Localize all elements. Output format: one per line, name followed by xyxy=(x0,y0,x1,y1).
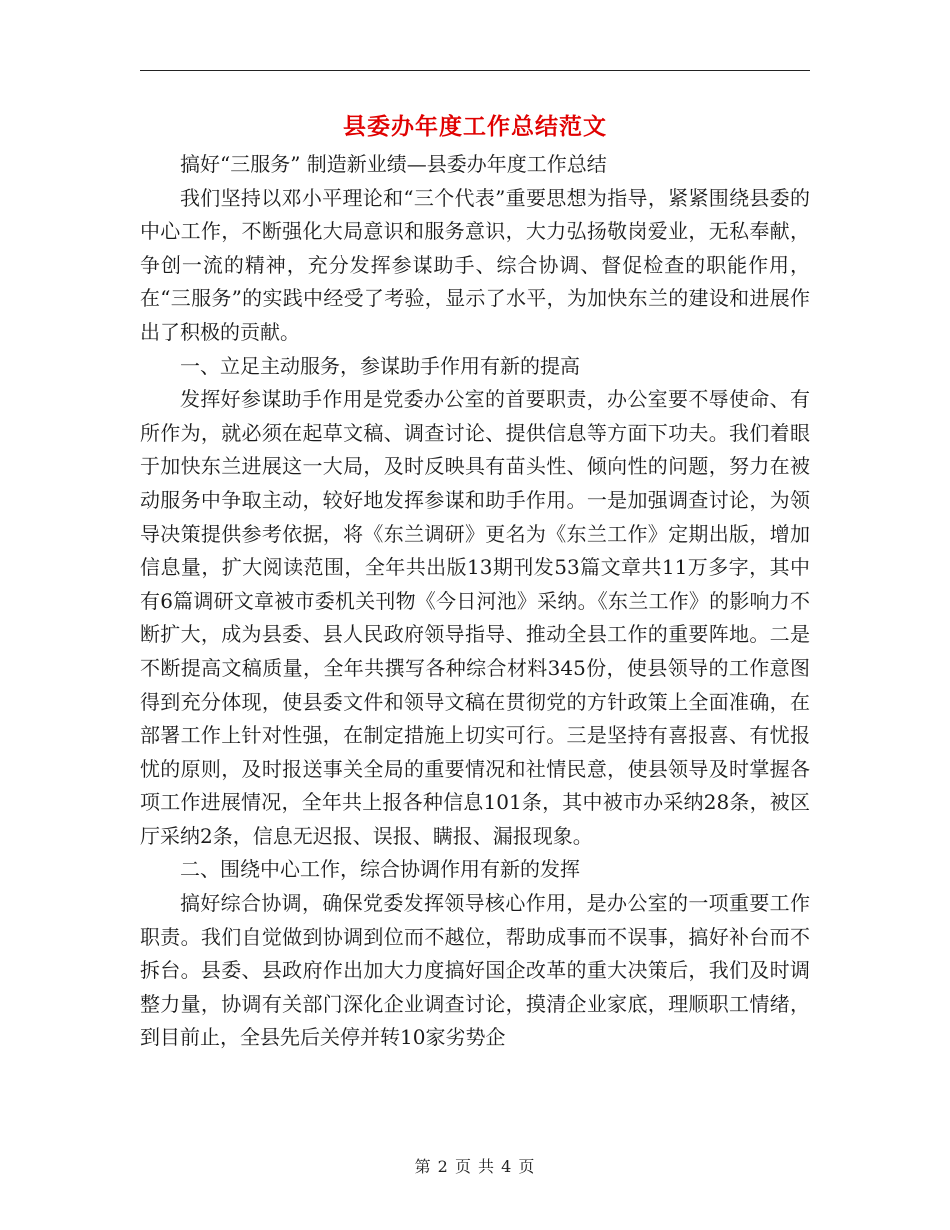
page-number-footer: 第 2 页 共 4 页 xyxy=(414,1157,536,1176)
section-1-paragraph: 发挥好参谋助手作用是党委办公室的首要职责，办公室要不辱使命、有所作为，就必须在起草文稿、调查讨论、提供信息等方面下功夫。我们着眼于加快东兰进展这一大局，及时反映具有苗头性、倾向性的问题，努力在被动服务中争取主动，较好地发挥参谋和助手作用。一是加强调查讨论，为领导决策提供参考依据，将《东兰调研》更名为《东兰工作》定期出版，增加信息量，扩大阅读范围，全年共出版13期刊发53篇文章共11万多字，其中有6篇调研文章被市委机关刊物《今日河池》采纳。《东兰工作》的影响力不断扩大，成为县委、县人民政府领导指导、推动全县工作的重要阵地。二是不断提高文稿质量，全年共撰写各种综合材料345份，使县领导的工作意图得到充分体现，使县委文件和领导文稿在贯彻党的方针政策上全面准确，在部署工作上针对性强，在制定措施上切实可行。三是坚持有喜报喜、有忧报忧的原则，及时报送事关全局的重要情况和社情民意，使县领导及时掌握各项工作进展情况，全年共上报各种信息101条，其中被市办采纳28条，被区厅采纳2条，信息无迟报、误报、瞒报、漏报现象。 xyxy=(140,387,810,848)
subtitle-paragraph: 搞好“三服务” 制造新业绩—县委办年度工作总结 xyxy=(180,152,607,176)
document-body xyxy=(140,148,810,1055)
section-heading-2: 二、围绕中心工作，综合协调作用有新的发挥 xyxy=(180,857,580,882)
header-rule xyxy=(140,70,810,71)
intro-paragraph: 我们坚持以邓小平理论和“三个代表”重要思想为指导，紧紧围绕县委的中心工作，不断强化大局意识和服务意识，大力弘扬敬岗爱业，无私奉献，争创一流的精神，充分发挥参谋助手、综合协调、督促检查的职能作用，在“三服务”的实践中经受了考验，显示了水平，为加快东兰的建设和进展作出了积极的贡献。 xyxy=(140,185,810,344)
section-2-paragraph: 搞好综合协调，确保党委发挥领导核心作用，是办公室的一项重要工作职责。我们自觉做到协调到位而不越位，帮助成事而不误事，搞好补台而不拆台。县委、县政府作出加大力度搞好国企改革的重大决策后，我们及时调整力量，协调有关部门深化企业调查讨论，摸清企业家底，理顺职工情绪，到目前止，全县先后关停并转10家劣势企 xyxy=(140,891,810,1050)
document-title: 县委办年度工作总结范文 xyxy=(343,113,607,140)
section-heading-1: 一、立足主动服务，参谋助手作用有新的提高 xyxy=(180,353,580,378)
